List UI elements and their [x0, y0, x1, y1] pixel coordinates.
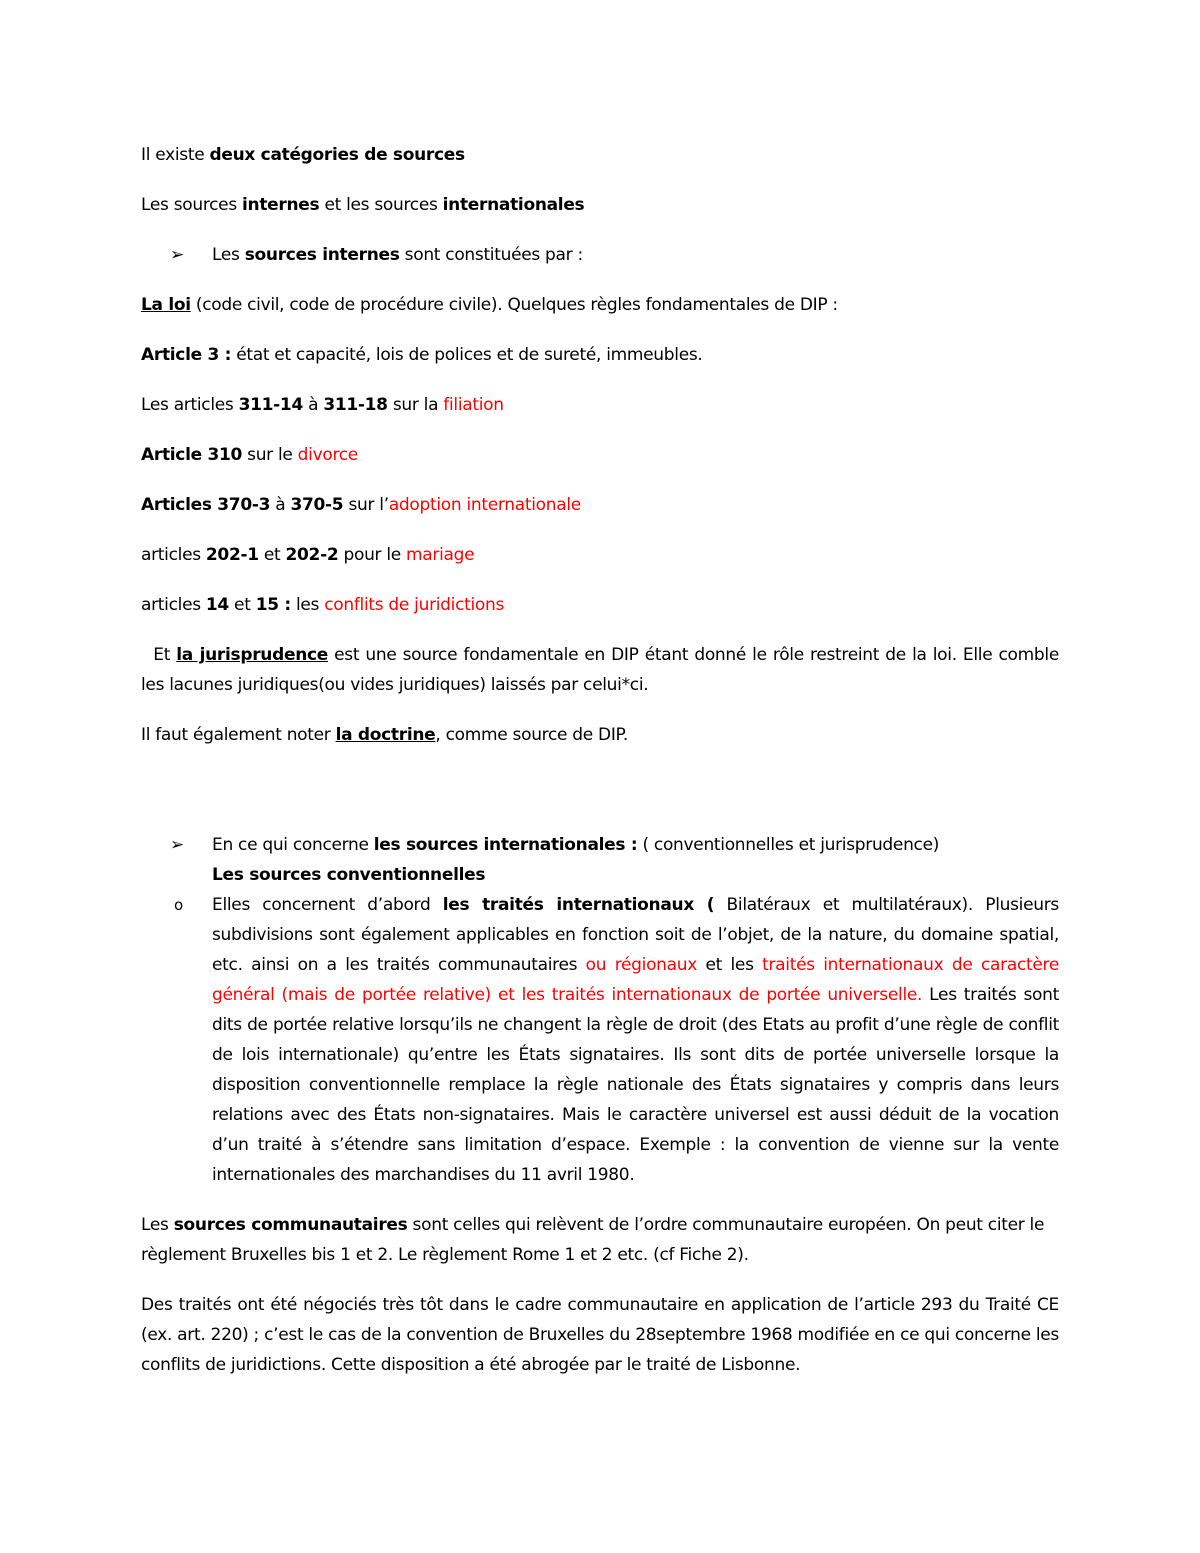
- sub-bullet-treaties: o Elles concernent d’abord les traités internationaux ( Bilatéraux et multilatéraux). Plusieurs subdivisions sont également applicables en fonction soit de l’objet, de la nature, du domaine spatial, etc. ainsi on a les traités communautaires ou régionaux et les traités internationaux de caractère général (mais de portée relative) et les traités internationaux de portée universelle. Les traités sont dits de portée relative lorsqu’ils ne changent la règle de droit (des Etats au profit d’une règle de conflit de lois internationale) qu’entre les États signataires. Ils sont dits de portée universelle lorsque la disposition conventionnelle remplace la règle nationale des États signataires y compris dans leurs relations avec des États non-signataires. Mais le caractère universel est aussi déduit de la vocation d’un traité à s’étendre sans limitation d’espace. Exemple : la convention de vienne sur la vente internationales des marchandises du 11 avril 1980.: [141, 890, 1059, 1190]
- arrow-bullet-icon: ➢: [170, 245, 184, 265]
- paragraph-conflits: articles 14 et 15 : les conflits de juridictions: [141, 595, 505, 615]
- paragraph-jurisprudence: Et la jurisprudence est une source fondamentale en DIP étant donné le rôle restreint de la loi. Elle comble les lacunes juridiques(ou vides juridiques) laissés par celui*ci.: [141, 645, 1065, 695]
- paragraph-divorce: Article 310 sur le divorce: [141, 445, 358, 465]
- paragraph-mariage: articles 202-1 et 202-2 pour le mariage: [141, 545, 475, 565]
- circle-bullet-icon: o: [174, 896, 183, 914]
- bullet-internal-sources: ➢ Les sources internes sont constituées par :: [141, 240, 1059, 270]
- paragraph-doctrine: Il faut également noter la doctrine, comme source de DIP.: [141, 725, 628, 745]
- bullet-international-sources: ➢ En ce qui concerne les sources internationales : ( conventionnelles et jurisprudence) Les sources conventionnelles: [141, 830, 1059, 890]
- paragraph-categories: Il existe deux catégories de sources: [141, 145, 465, 165]
- paragraph-treaties-negotiated: Des traités ont été négociés très tôt dans le cadre communautaire en application de l’article 293 du Traité CE (ex. art. 220) ; c’est le cas de la convention de Bruxelles du 28septembre 1968 modifiée en ce qui concerne les conflits de juridictions. Cette disposition a été abrogée par le traité de Lisbonne.: [141, 1295, 1059, 1375]
- paragraph-internal-international: Les sources internes et les sources internationales: [141, 195, 585, 215]
- subheading-conventional-sources: Les sources conventionnelles: [212, 865, 486, 885]
- paragraph-filiation: Les articles 311-14 à 311-18 sur la filiation: [141, 395, 504, 415]
- paragraph-article-3: Article 3 : état et capacité, lois de polices et de sureté, immeubles.: [141, 345, 703, 365]
- spacer: [141, 770, 1059, 830]
- paragraph-la-loi: La loi (code civil, code de procédure civile). Quelques règles fondamentales de DIP :: [141, 295, 838, 315]
- document-body: [141, 140, 1065, 1400]
- paragraph-community-sources: Les sources communautaires sont celles qui relèvent de l’ordre communautaire européen. On peut citer le règlement Bruxelles bis 1 et 2. Le règlement Rome 1 et 2 etc. (cf Fiche 2).: [141, 1215, 1045, 1265]
- paragraph-adoption: Articles 370-3 à 370-5 sur l’adoption internationale: [141, 495, 581, 515]
- arrow-bullet-icon: ➢: [170, 835, 184, 855]
